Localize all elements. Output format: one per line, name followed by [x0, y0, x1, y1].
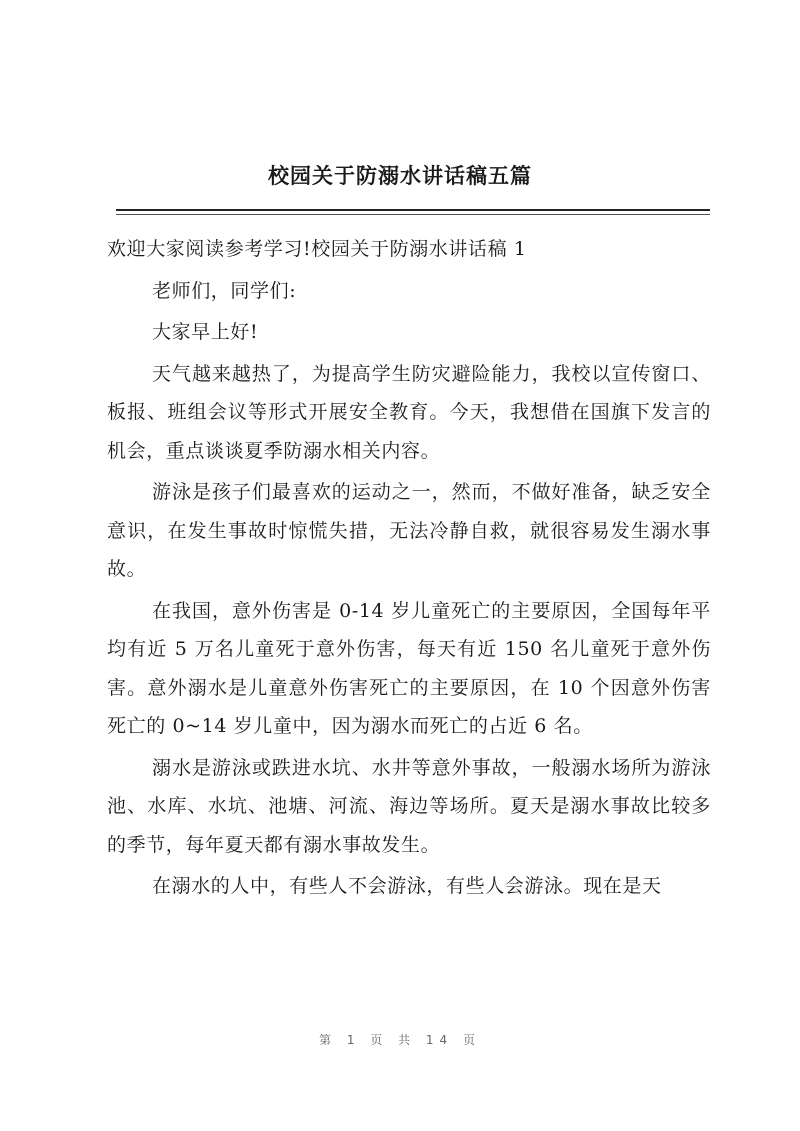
title-divider — [116, 209, 710, 211]
intro-line: 欢迎大家阅读参考学习!校园关于防溺水讲话稿 1 — [107, 238, 527, 260]
salutation: 老师们，同学们: — [152, 279, 297, 302]
document-body — [107, 230, 711, 909]
page-number-footer: 第 1 页 共 14 页 — [319, 1033, 481, 1047]
paragraph: 在我国，意外伤害是 0-14 岁儿童死亡的主要原因，全国每年平均有近 5 万名儿童死于意外伤害，每天有近 150 名儿童死于意外伤害。意外溺水是儿童意外伤害死亡的主要原因，在 10 个因意外伤害死亡的 0~14 岁儿童中，因为溺水而死亡的占近 6 名。 — [107, 599, 711, 737]
paragraph: 天气越来越热了，为提高学生防灾避险能力，我校以宣传窗口、板报、班组会议等形式开展安全教育。今天，我想借在国旗下发言的机会，重点谈谈夏季防溺水相关内容。 — [107, 362, 711, 462]
greeting: 大家早上好! — [152, 321, 259, 343]
document-title: 校园关于防溺水讲话稿五篇 — [268, 163, 532, 188]
paragraph: 溺水是游泳或跌进水坑、水井等意外事故，一般溺水场所为游泳池、水库、水坑、池塘、河流、海边等场所。夏天是溺水事故比较多的季节，每年夏天都有溺水事故发生。 — [107, 756, 711, 856]
paragraph: 游泳是孩子们最喜欢的运动之一，然而，不做好准备，缺乏安全意识，在发生事故时惊慌失措，无法冷静自救，就很容易发生溺水事故。 — [107, 481, 711, 580]
title-divider-thin — [116, 214, 710, 215]
paragraph: 在溺水的人中，有些人不会游泳，有些人会游泳。现在是天 — [152, 875, 662, 897]
